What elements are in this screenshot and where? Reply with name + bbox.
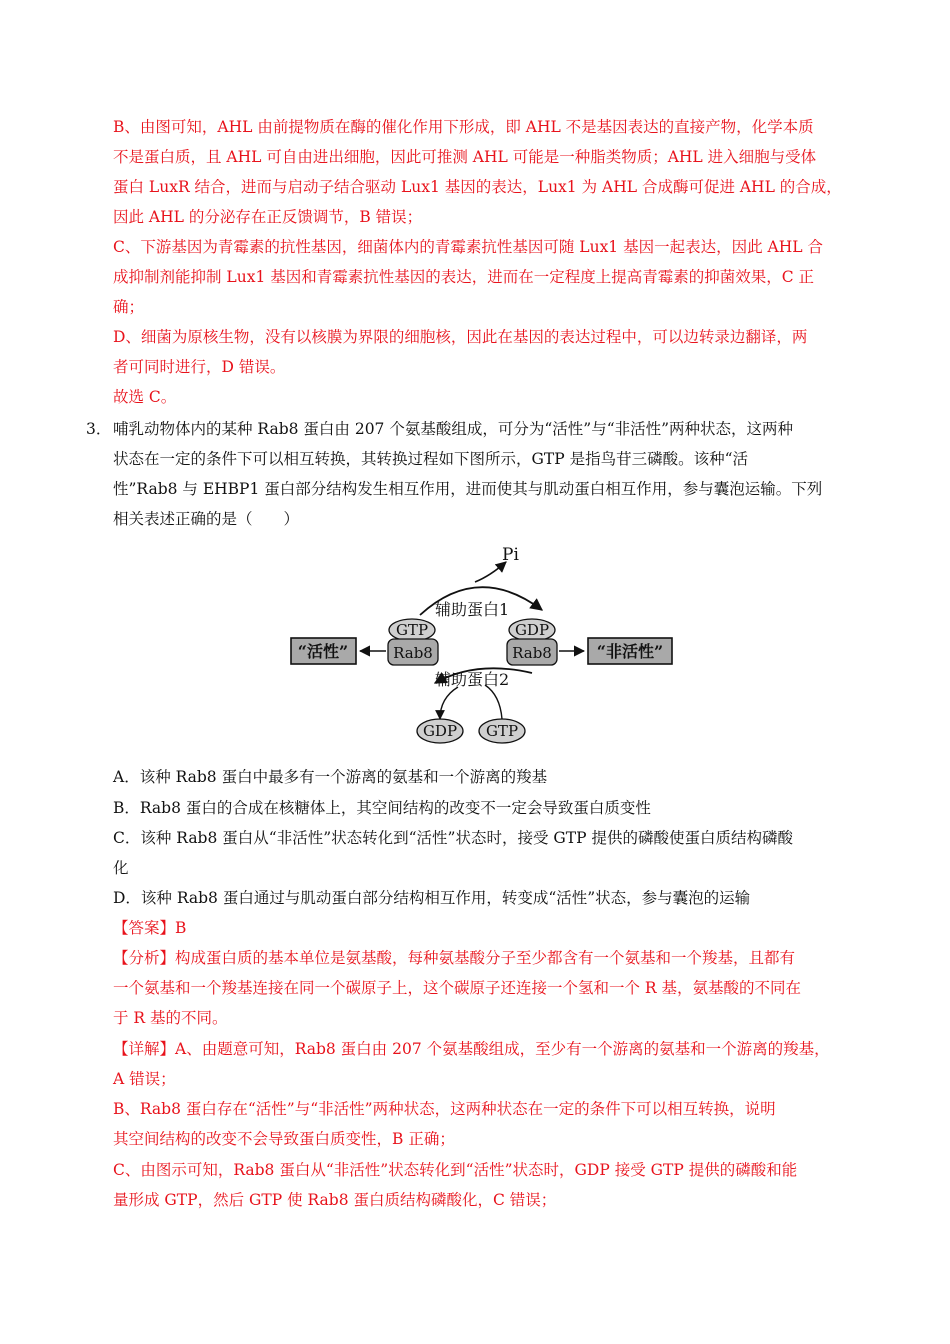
detail-line-6: 量形成 GTP，然后 GTP 使 Rab8 蛋白质结构磷酸化，C 错误；: [113, 1191, 557, 1209]
option-a: A．该种 Rab8 蛋白中最多有一个游离的氨基和一个游离的羧基: [113, 768, 548, 786]
question-stem-line-4: 相关表述正确的是（ ）: [113, 510, 300, 528]
option-d: D．该种 Rab8 蛋白通过与肌动蛋白部分结构相互作用，转变成“活性”状态，参与囊泡的运输: [113, 889, 751, 907]
question-stem-line-1: 哺乳动物体内的某种 Rab8 蛋白由 207 个氨基酸组成，可分为“活性”与“非活性”两种状态，这两种: [113, 420, 794, 438]
helper-protein-1-label: 辅助蛋白1: [435, 600, 510, 619]
rab8-cycle-diagram: [280, 540, 680, 750]
analysis-b-line-2: 不是蛋白质，且 AHL 可自由进出细胞，因此可推测 AHL 可能是一种脂类物质；AHL 进入细胞与受体: [113, 148, 817, 166]
analysis-c-line-2: 成抑制剂能抑制 Lux1 基因和青霉素抗性基因的表达，进而在一定程度上提高青霉素的抑菌效果，C 正: [113, 268, 815, 286]
analysis-conclusion: 故选 C。: [113, 388, 177, 406]
analysis-b-line-4: 因此 AHL 的分泌存在正反馈调节，B 错误；: [113, 208, 423, 226]
option-c-line-1: C．该种 Rab8 蛋白从“非活性”状态转化到“活性”状态时，接受 GTP 提供的磷酸使蛋白质结构磷酸: [113, 829, 793, 847]
active-state-label: “活性”: [297, 642, 349, 661]
analysis-d-line-1: D、细菌为原核生物，没有以核膜为界限的细胞核，因此在基因的表达过程中，可以边转录边翻译，两: [113, 328, 808, 346]
analysis-line-3: 于 R 基的不同。: [113, 1009, 228, 1027]
right-gdp-label: GDP: [514, 621, 550, 639]
option-b: B．Rab8 蛋白的合成在核糖体上，其空间结构的改变不一定会导致蛋白质变性: [113, 799, 651, 817]
inactive-state-label: “非活性”: [596, 642, 664, 661]
answer-line: 【答案】B: [113, 919, 187, 937]
helper-protein-2-label: 辅助蛋白2: [435, 670, 510, 689]
analysis-b-line-3: 蛋白 LuxR 结合，进而与启动子结合驱动 Lux1 基因的表达，Lux1 为 AHL 合成酶可促进 AHL 的合成，: [113, 178, 842, 196]
right-rab8-label: Rab8: [512, 644, 552, 662]
gdp-release-arrow: [440, 687, 458, 719]
analysis-line-1: 【分析】构成蛋白质的基本单位是氨基酸，每种氨基酸分子至少都含有一个氨基和一个羧基，且都有: [113, 949, 796, 967]
analysis-c-line-1: C、下游基因为青霉素的抗性基因，细菌体内的青霉素抗性基因可随 Lux1 基因一起表达，因此 AHL 合: [113, 238, 823, 256]
analysis-line-2: 一个氨基和一个羧基连接在同一个碳原子上，这个碳原子还连接一个氢和一个 R 基，氨基酸的不同在: [113, 979, 802, 997]
detail-line-3: B、Rab8 蛋白存在“活性”与“非活性”两种状态，这两种状态在一定的条件下可以相互转换，说明: [113, 1100, 776, 1118]
question-stem-line-2: 状态在一定的条件下可以相互转换，其转换过程如下图所示，GTP 是指鸟苷三磷酸。该种“活: [113, 450, 749, 468]
pi-release-arrow: [475, 562, 506, 582]
analysis-d-line-2: 者可同时进行，D 错误。: [113, 358, 286, 376]
detail-line-4: 其空间结构的改变不会导致蛋白质变性，B 正确；: [113, 1130, 455, 1148]
question-number: 3．: [86, 420, 112, 438]
pi-label: Pi: [502, 545, 519, 565]
question-stem-line-3: 性”Rab8 与 EHBP1 蛋白部分结构发生相互作用，进而使其与肌动蛋白相互作用，参与囊泡运输。下列: [113, 480, 823, 498]
detail-line-1: 【详解】A、由题意可知，Rab8 蛋白由 207 个氨基酸组成，至少有一个游离的氨基和一个游离的羧基，: [113, 1040, 830, 1058]
option-c-line-2: 化: [113, 859, 129, 877]
bottom-gtp-label: GTP: [485, 722, 519, 740]
detail-line-2: A 错误；: [113, 1070, 176, 1088]
detail-line-5: C、由图示可知，Rab8 蛋白从“非活性”状态转化到“活性”状态时，GDP 接受 GTP 提供的磷酸和能: [113, 1161, 798, 1179]
gtp-enter-line: [485, 685, 502, 719]
analysis-c-line-3: 确；: [113, 298, 145, 316]
left-gtp-label: GTP: [395, 621, 429, 639]
bottom-gdp-label: GDP: [422, 722, 458, 740]
analysis-b-line-1: B、由图可知，AHL 由前提物质在酶的催化作用下形成，即 AHL 不是基因表达的直接产物，化学本质: [113, 118, 814, 136]
left-rab8-label: Rab8: [393, 644, 433, 662]
